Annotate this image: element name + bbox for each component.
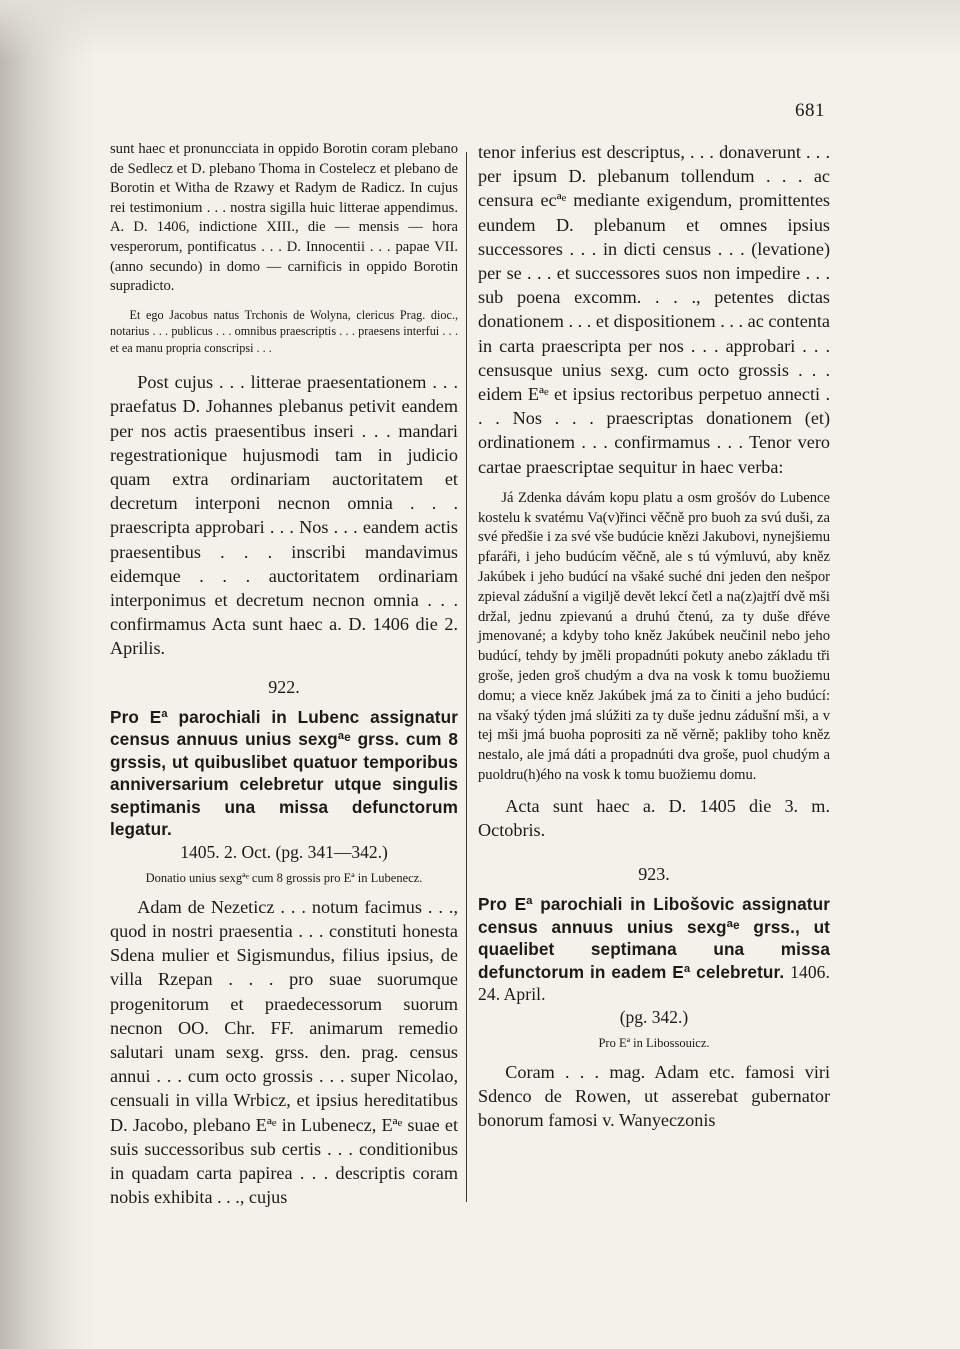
tenor-paragraph: tenor inferius est descriptus, . . . donaverunt . . . per ipsum D. plebanum tollendum . . . ac censura ecªᵉ mediante exigendum, promittentes eundem D. plebanum et omnes ipsius successores . . . in dicti census . . . (levatione) per se . . . et successores suos non impedire . . . sub poena excomm. . . ., petentes dictas donationem . . . et dispositionem . . . ac contenta in carta praescripta per nos . . . approbari . . . censusque unius sexg. cum octo grossis . . . eidem Eªᵉ et ipsius rectoribus perpetuo annecti . . . Nos . . . praescriptas donationem (et) ordinationem . . . confirmamus . . . Tenor vero cartae praescriptae sequitur in haec verba:: [478, 142, 830, 477]
coram-paragraph: Coram . . . mag. Adam etc. famosi viri Sdenco de Rowen, ut asserebat gubernator bonorum famosi v. Wanyeczonis: [478, 1061, 830, 1131]
scan-shadow-top: [0, 0, 960, 60]
document-number-922: 922.: [268, 676, 300, 697]
intro-paragraph: sunt haec et pronuncciata in oppido Borotin coram plebano de Sedlecz et D. plebano Thoma in Costelecz et plebano de Borotin et Witha de Rzawy et Radym de Radicz. In cujus rei testimonium . . . nostra sigilla huic litterae appendimus. A. D. 1406, indictione XIII., die — mensis — hora vesperorum, pontificatus . . . D. Innocentii . . . papae VII. (anno secundo) in domo — carnificis in oppido Borotin supradicto.: [110, 141, 458, 295]
acta-paragraph: Acta sunt haec a. D. 1405 die 3. m. Octobris.: [478, 795, 830, 840]
scan-shadow-left: [0, 0, 95, 1349]
adam-paragraph: Adam de Nezeticz . . . notum facimus . . ., quod in nostri praesentia . . . constituti honesta Sdena mulier et Sigismundus, filius ipsius, de villa Rzepan . . . pro suae suorumque progenitorum et praedecessorum suorum necnon OO. Chr. FF. animarum remedio salutari unam sexg. grss. den. prag. census annui . . . cum octo grossis . . . super Nicolao, censuali in villa Wrbicz, et ipsius hereditatibus D. Jacobo, plebano Eªᵉ in Lubenecz, Eªᵉ suae et suis successoribus sub certis . . . conditionibus in quadam carta papirea . . . descriptis coram nobis exhibita . . ., cujus: [110, 896, 458, 1208]
czech-charter-paragraph: Já Zdenka dávám kopu platu a osm grošóv do Lubence kostelu k svatému Va(v)řinci věčně pro buoh za svú duši, za své předšie i za své vše budúcie knězi Jakubovi, nynejšiemu pfaráři, i jeho budúcím věčně, ale s tú výmluvú, aby kněz Jakúbek i jeho budúcí na všaké suché dni jeden den nešpor zpieval zádušní a vigiljě devět lekcí četl a na(z)ajtří dvě mši držal, jednu zpievanú a druhú čtenú, za ty duše dřéve jmenované; a kdyby toho kněz Jakúbek neučinil nebo jeho budúcí, tehdy by jměli propadnúti pokuty anebo základu tři groše, jeden groš chudým a dva na vosk k tomu buožiemu domu; a viece kněz Jakúbek jmá za to činiti a jeho budúcí: na všaký týden jmá slúžiti za ty duše jednu zádušní mši, a v tej mši jmá buoha poprositi za ně věrně; pakliby toho kněz nestalo, ale jmá dáti a propadnúti dva groše, puol chudým a puoldru(h)ého na vosk k tomu buožiemu domu.: [478, 489, 830, 783]
left-column: [110, 140, 458, 1209]
post-cujus-paragraph: Post cujus . . . litterae praesentationem . . . praefatus D. Johannes plebanus petivit eandem per nos actis praesentibus inseri . . . mandari regestrationique hujusmodi tam in judicio quam extra ordinariam auctoritatem et decretum interponi necnon omnia . . . praescripta approbari . . . Nos . . . eandem actis praesentibus . . . inscribi mandavimus eidemque . . . auctoritatem ordinariam interponimus et decretum necnon omnia . . . confirmamus Acta sunt haec a. D. 1406 die 2. Aprilis.: [110, 372, 458, 659]
page-reference-923: (pg. 342.): [619, 1006, 689, 1027]
document-heading-922: Pro Eª parochiali in Lubenc assignatur census annuus unius sexgªᵉ grss. cum 8 grssis, ut quibuslibet quatuor temporibus anniversarium celebretur utque singulis septimanis una missa defunctorum legatur.: [110, 706, 458, 840]
page-number: 681: [795, 100, 825, 121]
document-heading-923: Pro Eª parochiali in Libošovic assignatur census annuus unius sexgªᵉ grss., ut quaelibet septimana una missa defunctorum in eadem Eª celebretur. 1406. 24. April.: [478, 894, 830, 1005]
regest-922: Donatio unius sexgªᵉ cum 8 grossis pro Eª in Lubenecz.: [145, 870, 423, 885]
document-date-923: 1406. 24. April.: [478, 961, 830, 1005]
notary-paragraph: Et ego Jacobus natus Trchonis de Wolyna, clericus Prag. dioc., notarius . . . publicus . . . omnibus praescriptis . . . praesens interfui . . . et ea manu propria conscripsi . . .: [110, 307, 458, 355]
right-column: [478, 140, 830, 1132]
column-divider: [466, 152, 467, 1202]
document-number-923: 923.: [638, 864, 670, 885]
regest-923: Pro Eª in Libossouicz.: [598, 1035, 710, 1050]
document-date-922: 1405. 2. Oct. (pg. 341—342.): [180, 841, 388, 862]
